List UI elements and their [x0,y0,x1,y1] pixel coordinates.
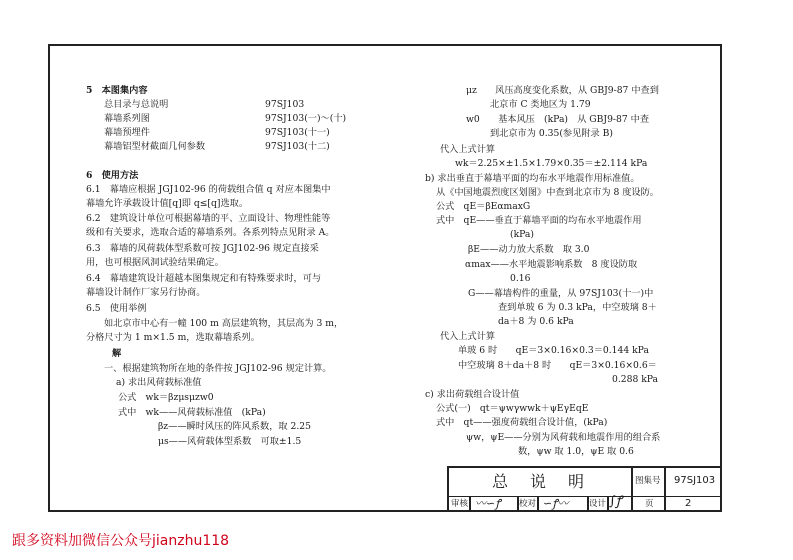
page-label: 页 [645,499,654,509]
G-def-line3: da＋8 为 0.6 kPa [498,316,574,327]
substitute-label: 代入上式计算 [440,144,496,155]
review-label: 审核 [451,499,469,509]
beta-z-def: βz——瞬时风压的阵风系数，取 2.25 [158,421,311,432]
substitute-label-2: 代入上式计算 [440,331,496,342]
example-line2: 分格尺寸为 1 m×1.5 m，选取幕墙系列。 [86,332,260,343]
content-row-label: 幕墙预埋件 [104,127,150,138]
mu-z-def-line1: μz 风压高度变化系数，从 GBJ9-87 中查到 [466,85,659,96]
content-row-label: 总目录与总说明 [104,99,169,110]
section-6-title: 6 使用方法 [86,170,139,181]
formula-a: 公式 wk＝βzμsμzw0 [118,392,214,403]
wk-calculation: wk＝2.25×±1.5×1.79×0.35＝±2.114 kPa [455,158,648,169]
unit-kpa: (kPa) [510,229,534,240]
title-block [447,466,722,512]
step-one: 一、根据建筑物所在地的条件按 JGJ102-96 规定计算。 [104,363,332,374]
divider [631,468,633,512]
para-6-5-title: 6.5 使用举例 [86,303,147,314]
example-line1: 如北京市中心有一幢 100 m 高层建筑物，其层高为 3 m， [104,318,344,329]
step-b-line2: 从《中国地震烈度区划图》中查到北京市为 8 度设防。 [436,187,659,198]
design-label: 设计 [589,499,607,509]
divider [664,468,666,512]
section-5-title: 5 本图集内容 [86,85,148,96]
atlas-number: 97SJ103 [674,475,716,486]
para-6-2-line1: 6.2 建筑设计单位可根据幕墙的平、立面设计、物理性能等 [86,213,331,224]
review-signature: 〰∽ꝭ [475,497,501,510]
mu-s-def: μs——风荷载体型系数 可取±1.5 [158,436,302,447]
para-6-4-line2: 幕墙设计制作厂家另行协商。 [86,287,206,298]
content-row-label: 幕墙系列图 [104,113,150,124]
page-number: 2 [685,498,692,509]
w0-def-line1: w0 基本风压 (kPa) 从 GBJ9-87 中查 [466,114,650,125]
formula-c: 公式(一) qt＝ψwγwwk＋ψEγEqE [436,403,589,414]
insulated-glass-calc-line1: 中空玻璃 8＋da＋8 时 qE＝3×0.16×0.6＝ [458,360,657,371]
psi-def-line2: 数，ψw 取 1.0，ψE 取 0.6 [518,446,634,457]
insulated-glass-calc-line2: 0.288 kPa [612,374,659,385]
para-6-4-line1: 6.4 幕墙建筑设计超越本图集规定和有特殊要求时，可与 [86,273,322,284]
step-a-title: a) 求出风荷载标准值 [116,377,202,388]
single-glass-calc: 单玻 6 时 qE＝3×0.16×0.3＝0.144 kPa [458,345,649,356]
check-label: 校对 [519,499,537,509]
watermark-footer: 跟多资料加微信公众号jianzhu118 [12,533,230,549]
check-signature: ∽ꝭ〰 [543,497,569,510]
step-b-line1: b) 求出垂直于幕墙平面的均布水平地震作用标准值。 [425,173,640,184]
G-def-line1: G——幕墙构件的重量，从 97SJ103(十一)中 [468,288,654,299]
divider [469,496,471,512]
where-a: 式中 wk——风荷载标准值 (kPa) [118,407,266,418]
content-row-code: 97SJ103(一)～(十) [265,113,347,124]
mu-z-def-line2: 北京市 C 类地区为 1.79 [490,99,591,110]
step-c-title: c) 求出荷载组合设计值 [425,389,520,400]
alpha-max-def-line2: 0.16 [510,273,531,284]
formula-b: 公式 qE＝βEαmaxG [436,201,531,212]
para-6-1-line2: 幕墙允许承载设计值[q]即 q≤[q]选取。 [86,198,249,209]
divider [537,496,539,512]
drawing-title: 总说明 [491,472,606,491]
para-6-1-line1: 6.1 幕墙应根据 JGJ102-96 的荷载组合值 q 对应本图集中 [86,184,331,195]
content-row-code: 97SJ103(十一) [265,127,330,138]
where-c: 式中 qt——强度荷载组合设计值，(kPa) [436,417,608,428]
w0-def-line2: 到北京市为 0.35(参见附录 B) [490,128,613,139]
G-def-line2: 查到单玻 6 为 0.3 kPa，中空玻璃 8＋ [498,302,657,313]
para-6-2-line2: 级和有关要求，选取合适的幕墙系列。各系列特点见附录 A。 [86,227,335,238]
content-row-code: 97SJ103(十二) [265,141,330,152]
para-6-3-line1: 6.3 幕墙的风荷载体型系数可按 JGJ102-96 规定直接采 [86,243,319,254]
beta-e-def: βE——动力放大系数 取 3.0 [468,244,590,255]
psi-def-line1: ψw，ψE——分别为风荷载和地震作用的组合系 [466,432,661,443]
solution-label: 解 [112,348,122,359]
atlas-number-label: 图集号 [635,476,661,486]
para-6-3-line2: 用，也可根据风洞试验结果确定。 [86,257,224,268]
alpha-max-def-line1: αmax——水平地震影响系数 8 度设防取 [465,259,638,270]
where-b: 式中 qE——垂直于幕墙平面的均布水平地震作用 [436,215,642,226]
content-row-label: 幕墙铝型材截面几何参数 [104,141,206,152]
design-signature: ∫ꝭ [609,494,622,509]
content-row-code: 97SJ103 [265,99,305,110]
